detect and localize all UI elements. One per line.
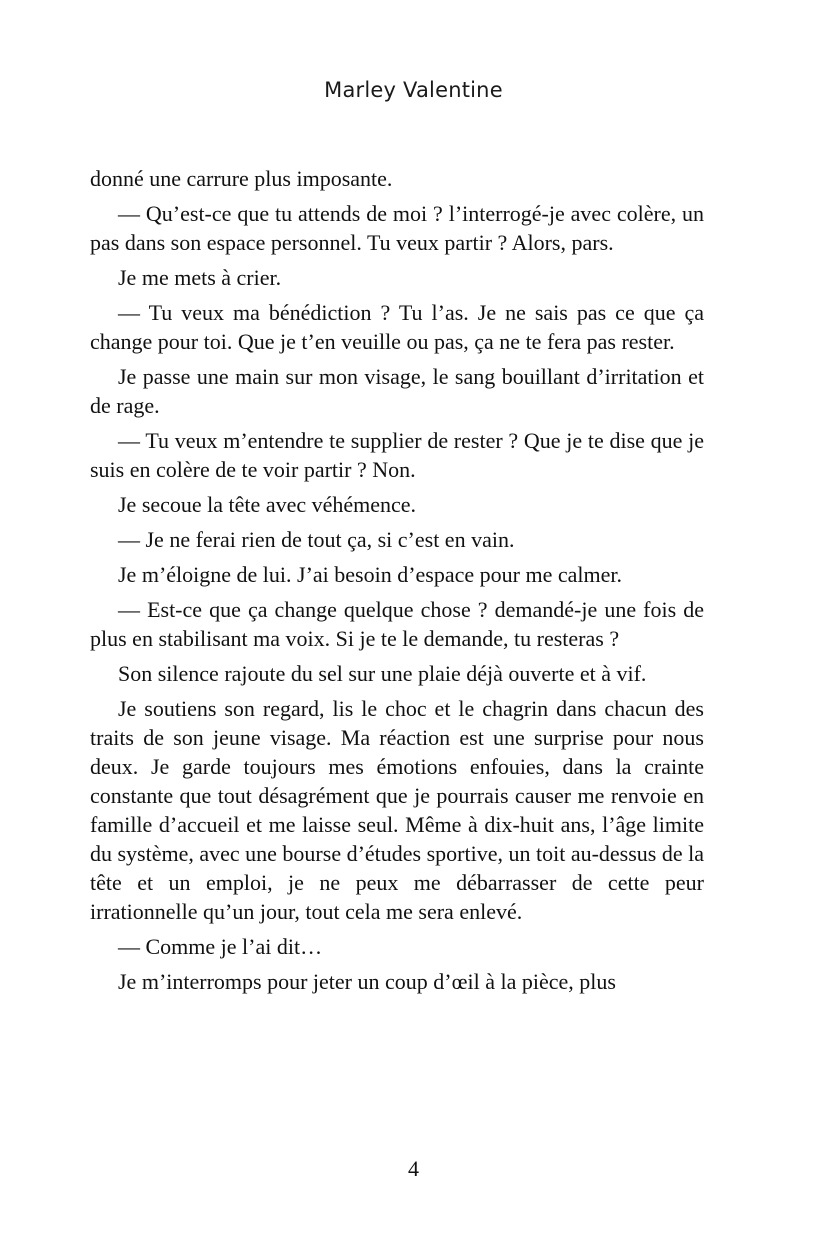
- page-number: 4: [408, 1156, 419, 1181]
- paragraph: Je m’interromps pour jeter un coup d’œil à la pièce, plus: [118, 969, 616, 994]
- paragraph: — Je ne ferai rien de tout ça, si c’est en vain.: [118, 527, 515, 552]
- paragraph: Je me mets à crier.: [118, 265, 282, 290]
- paragraph: Je m’éloigne de lui. J’ai besoin d’espace pour me calmer.: [118, 562, 622, 587]
- paragraph: Je secoue la tête avec véhémence.: [118, 492, 417, 517]
- paragraph: — Tu veux m’entendre te supplier de rester ? Que je te dise que je suis en colère de te voir partir ? Non.: [90, 428, 704, 482]
- paragraph: Je soutiens son regard, lis le choc et le chagrin dans chacun des traits de son jeune visage. Ma réaction est une surprise pour nous deux. Je garde toujours mes émotions enfouies, dans la crainte constante que tout désagrément que je pourrais causer me renvoie en famille d’accueil et me laisse seul. Même à dix-huit ans, l’âge limite du système, avec une bourse d’études sportive, un toit au-dessus de la tête et un emploi, je ne peux me débarrasser de cette peur irrationnelle qu’un jour, tout cela me sera enlevé.: [90, 696, 705, 924]
- paragraph: — Est-ce que ça change quelque chose ? demandé-je une fois de plus en stabilisant ma voix. Si je te le demande, tu resteras ?: [90, 597, 704, 651]
- paragraph: — Tu veux ma bénédiction ? Tu l’as. Je ne sais pas ce que ça change pour toi. Que je t’en veuille ou pas, ça ne te fera pas rester.: [90, 300, 704, 354]
- paragraph: Son silence rajoute du sel sur une plaie déjà ouverte et à vif.: [118, 661, 647, 686]
- paragraph: donné une carrure plus imposante.: [90, 166, 393, 191]
- body-text: [90, 164, 704, 1002]
- running-head-author: Marley Valentine: [324, 78, 503, 102]
- paragraph: Je passe une main sur mon visage, le sang bouillant d’irritation et de rage.: [90, 364, 704, 418]
- paragraph: — Qu’est-ce que tu attends de moi ? l’interrogé-je avec colère, un pas dans son espace personnel. Tu veux partir ? Alors, pars.: [90, 201, 704, 255]
- paragraph: — Comme je l’ai dit…: [118, 934, 323, 959]
